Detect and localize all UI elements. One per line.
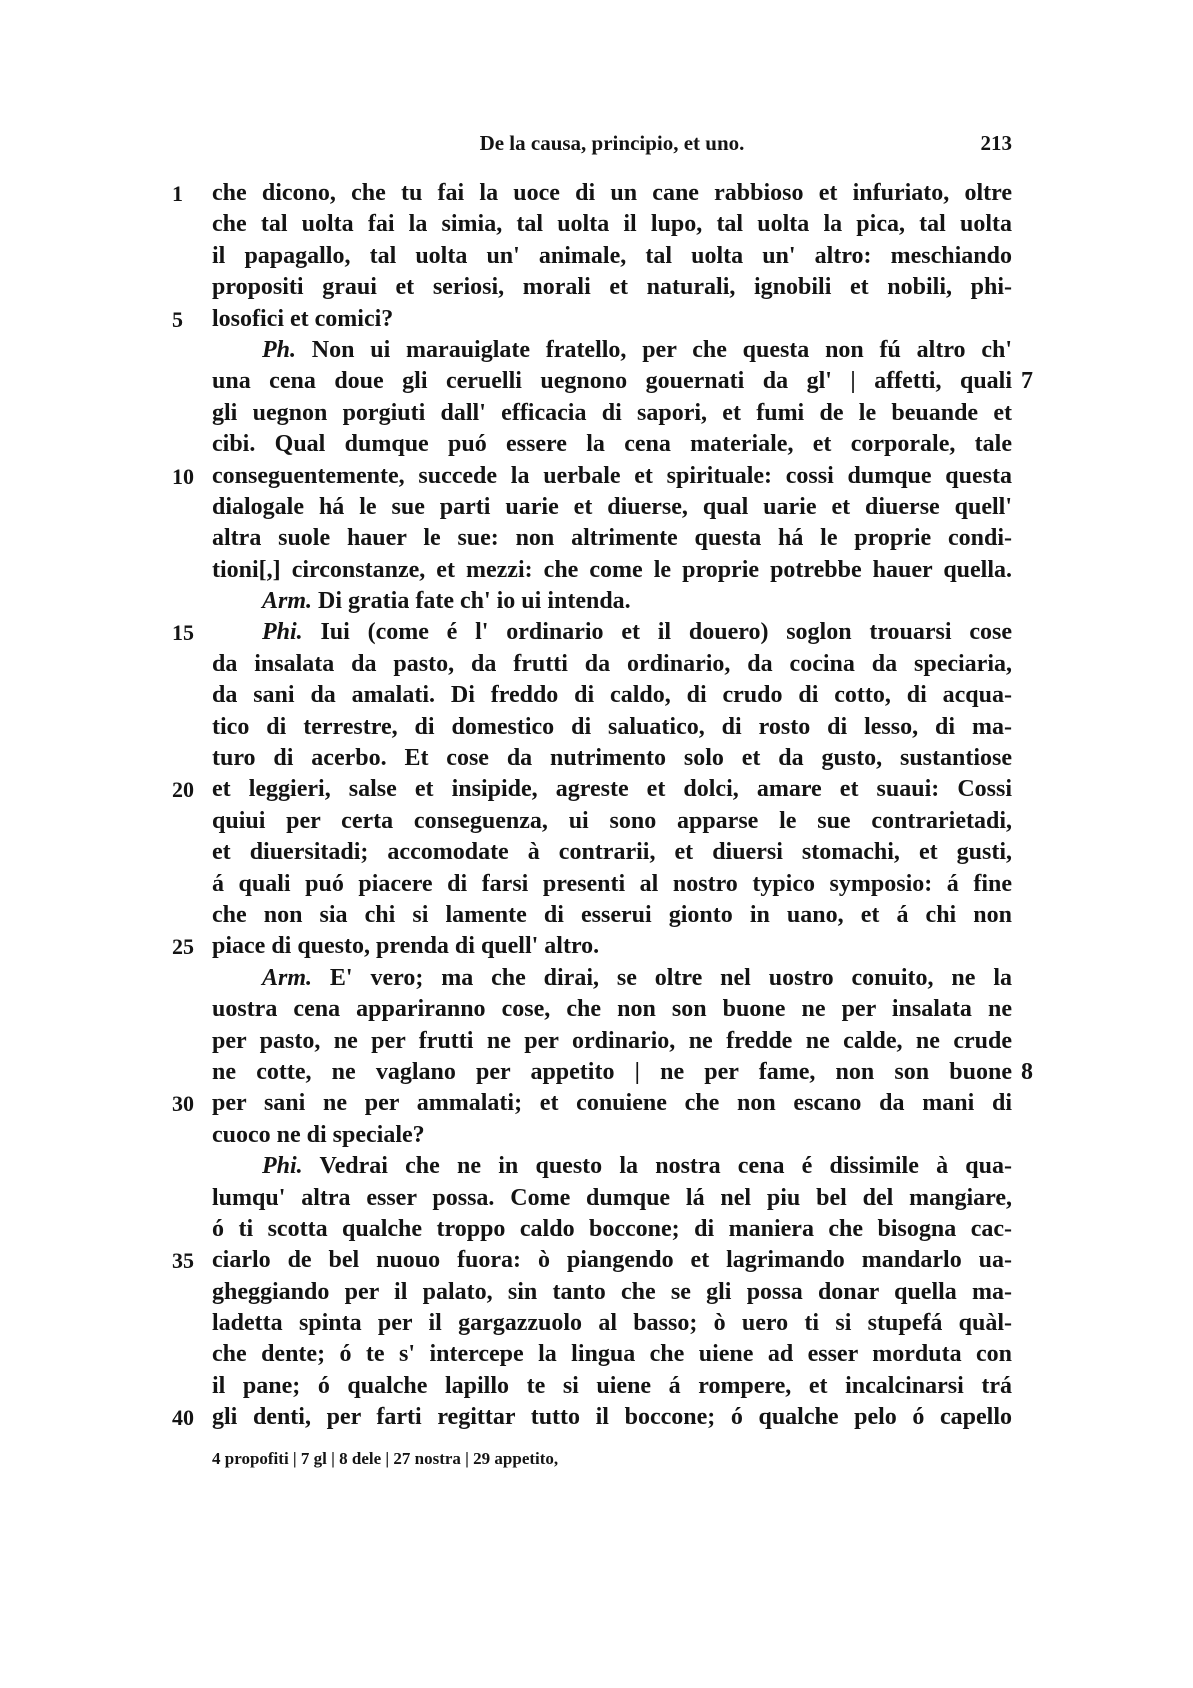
line-content: conseguentemente, succede la uerbale et spirituale: cossi dumque questa (212, 462, 1012, 489)
line-content: che tal uolta fai la simia, tal uolta il lupo, tal uolta la pica, tal uolta (212, 211, 1012, 238)
line-text (212, 649, 1012, 680)
line-number: 30 (172, 1091, 194, 1117)
speaker-label: Ph. (262, 336, 297, 363)
text-line (0, 586, 1193, 617)
text-line (0, 1183, 1193, 1214)
line-text (212, 680, 1012, 711)
line-text (212, 178, 1012, 209)
line-text (212, 1057, 1012, 1088)
line-text (212, 304, 1012, 335)
line-text (212, 272, 1012, 303)
line-content: turo di acerbo. Et cose da nutrimento solo et da gusto, sustantiose (212, 745, 1012, 772)
line-content: che non sia chi si lamente di esserui gionto in uano, et á chi non (212, 901, 1012, 928)
text-line (0, 1088, 1193, 1119)
line-text (262, 617, 1012, 648)
line-text (212, 398, 1012, 429)
line-number: 5 (172, 306, 183, 332)
line-text (212, 994, 1012, 1025)
text-line (0, 1151, 1193, 1182)
line-content: Iui (come é l' ordinario et il douero) soglon trouarsi cose (320, 619, 1012, 646)
text-line (0, 335, 1193, 366)
text-line (0, 1245, 1193, 1276)
line-text (212, 900, 1012, 931)
line-content: á quali puó piacere di farsi presenti al nostro typico symposio: á fine (212, 870, 1012, 897)
text-line (0, 869, 1193, 900)
line-content: Vedrai che ne in questo la nostra cena é dissimile à qua- (319, 1153, 1012, 1180)
line-number: 35 (172, 1248, 194, 1274)
margin-page-marker: 8 (1021, 1058, 1033, 1085)
line-text (212, 806, 1012, 837)
line-text (212, 774, 1012, 805)
text-line (0, 712, 1193, 743)
line-text (212, 1026, 1012, 1057)
text-line (0, 429, 1193, 460)
line-content: ne cotte, ne vaglano per appetito | ne per fame, non son buone (212, 1058, 1012, 1085)
line-content: et diuersitadi; accomodate à contrarii, et diuersi stomachi, et gusti, (212, 839, 1012, 866)
text-line (0, 1402, 1193, 1433)
text-line (0, 366, 1193, 397)
text-line (0, 743, 1193, 774)
line-text (212, 209, 1012, 240)
line-content: altra suole hauer le sue: non altrimente questa há le proprie condi- (212, 525, 1012, 552)
text-line (0, 1214, 1193, 1245)
text-line (0, 304, 1193, 335)
line-text (212, 1183, 1012, 1214)
line-content: il pane; ó qualche lapillo te si uiene á rompere, et incalcinarsi trá (212, 1372, 1012, 1399)
line-content: Non ui marauiglate fratello, per che questa non fú altro ch' (311, 336, 1012, 363)
running-title: De la causa, principio, et uno. (479, 131, 745, 155)
line-text (262, 335, 1012, 366)
line-text (212, 429, 1012, 460)
page-number: 213 (980, 131, 1012, 155)
line-content: il papagallo, tal uolta un' animale, tal uolta un' altro: meschiando (212, 242, 1012, 269)
line-text (212, 1277, 1012, 1308)
text-line (0, 806, 1193, 837)
footnotes: 4 propofiti | 7 gl | 8 dele | 27 nostra | 29 appetito, (212, 1449, 559, 1468)
running-head (212, 128, 1012, 158)
line-content: ó ti scotta qualche troppo caldo boccone; di maniera che bisogna cac- (212, 1215, 1012, 1242)
line-content: Di gratia fate ch' io ui intenda. (318, 588, 631, 615)
text-line (0, 461, 1193, 492)
line-text (212, 1308, 1012, 1339)
text-line (0, 555, 1193, 586)
line-content: gli uegnon porgiuti dall' efficacia di sapori, et fumi de le beuande et (212, 399, 1012, 426)
line-content: lumqu' altra esser possa. Come dumque lá nel piu bel del mangiare, (212, 1184, 1012, 1211)
line-content: et leggieri, salse et insipide, agreste et dolci, amare et suaui: Cossi (212, 776, 1012, 803)
text-line (0, 649, 1193, 680)
line-text (212, 1402, 1012, 1433)
body-text (0, 178, 1193, 1434)
line-content: gheggiando per il palato, sin tanto che se gli possa donar quella ma- (212, 1278, 1012, 1305)
text-line (0, 1120, 1193, 1151)
line-text (212, 1120, 1012, 1151)
text-line (0, 1057, 1193, 1088)
text-line (0, 272, 1193, 303)
line-content: da sani da amalati. Di freddo di caldo, di crudo di cotto, di acqua- (212, 682, 1012, 709)
text-line (0, 617, 1193, 648)
line-text (212, 461, 1012, 492)
line-text (262, 963, 1012, 994)
line-content: piace di questo, prenda di quell' altro. (212, 933, 600, 960)
line-text (212, 366, 1012, 397)
line-text (212, 743, 1012, 774)
text-line (0, 1308, 1193, 1339)
text-line (0, 900, 1193, 931)
text-line (0, 774, 1193, 805)
line-text (212, 492, 1012, 523)
line-text (212, 1214, 1012, 1245)
speaker-label: Phi. (262, 1153, 303, 1180)
line-content: tico di terrestre, di domestico di saluatico, di rosto di lesso, di ma- (212, 713, 1012, 740)
line-text (212, 837, 1012, 868)
speaker-label: Phi. (262, 619, 303, 646)
line-text (212, 523, 1012, 554)
line-content: dialogale há le sue parti uarie et diuerse, qual uarie et diuerse quell' (212, 493, 1012, 520)
text-line (0, 994, 1193, 1025)
line-number: 25 (172, 934, 194, 960)
line-number: 20 (172, 777, 194, 803)
line-content: ladetta spinta per il gargazzuolo al basso; ò uero ti si stupefá quàl- (212, 1310, 1012, 1337)
text-line (0, 963, 1193, 994)
speaker-label: Arm. (262, 964, 313, 991)
line-content: propositi graui et seriosi, morali et naturali, ignobili et nobili, phi- (212, 274, 1012, 301)
line-content: uostra cena appariranno cose, che non son buone ne per insalata ne (212, 996, 1012, 1023)
text-line (0, 1277, 1193, 1308)
text-line (0, 523, 1193, 554)
text-line (0, 837, 1193, 868)
line-content: quiui per certa conseguenza, ui sono apparse le sue contrarietadi, (212, 807, 1012, 834)
line-content: che dente; ó te s' intercepe la lingua che uiene ad esser morduta con (212, 1341, 1012, 1368)
line-content: tioni[,] circonstanze, et mezzi: che come le proprie potrebbe hauer quella. (212, 556, 1012, 583)
line-text (262, 1151, 1012, 1182)
line-content: cibi. Qual dumque puó essere la cena materiale, et corporale, tale (212, 431, 1012, 458)
text-line (0, 1339, 1193, 1370)
line-content: losofici et comici? (212, 305, 394, 332)
line-text (212, 1339, 1012, 1370)
line-text (212, 931, 1012, 962)
line-text (212, 1371, 1012, 1402)
line-number: 15 (172, 620, 194, 646)
line-text (212, 241, 1012, 272)
line-content: per pasto, ne per frutti ne per ordinario, ne fredde ne calde, ne crude (212, 1027, 1012, 1054)
line-content: da insalata da pasto, da frutti da ordinario, da cocina da speciaria, (212, 650, 1012, 677)
line-text (212, 1088, 1012, 1119)
line-text (212, 869, 1012, 900)
text-line (0, 398, 1193, 429)
line-text (212, 555, 1012, 586)
line-content: cuoco ne di speciale? (212, 1121, 425, 1148)
text-line (0, 931, 1193, 962)
line-content: ciarlo de bel nuouo fuora: ò piangendo et lagrimando mandarlo ua- (212, 1247, 1012, 1274)
text-line (0, 680, 1193, 711)
line-content: che dicono, che tu fai la uoce di un cane rabbioso et infuriato, oltre (212, 180, 1012, 206)
line-number: 10 (172, 463, 194, 489)
line-text (212, 712, 1012, 743)
text-line (0, 1026, 1193, 1057)
line-text (262, 586, 1012, 617)
line-number: 1 (172, 181, 183, 206)
line-content: una cena doue gli ceruelli uegnono gouernati da gl' | affetti, quali (212, 368, 1012, 395)
text-line (0, 492, 1193, 523)
text-line (0, 209, 1193, 240)
text-line (0, 241, 1193, 272)
line-content: E' vero; ma che dirai, se oltre nel uostro conuito, ne la (329, 964, 1012, 991)
line-text (212, 1245, 1012, 1276)
line-content: gli denti, per farti regittar tutto il boccone; ó qualche pelo ó capello (212, 1404, 1012, 1431)
margin-page-marker: 7 (1021, 368, 1033, 395)
line-content: per sani ne per ammalati; et conuiene che non escano da mani di (212, 1090, 1012, 1117)
speaker-label: Arm. (262, 588, 313, 615)
text-line (0, 178, 1193, 209)
line-number: 40 (172, 1405, 194, 1431)
text-line (0, 1371, 1193, 1402)
